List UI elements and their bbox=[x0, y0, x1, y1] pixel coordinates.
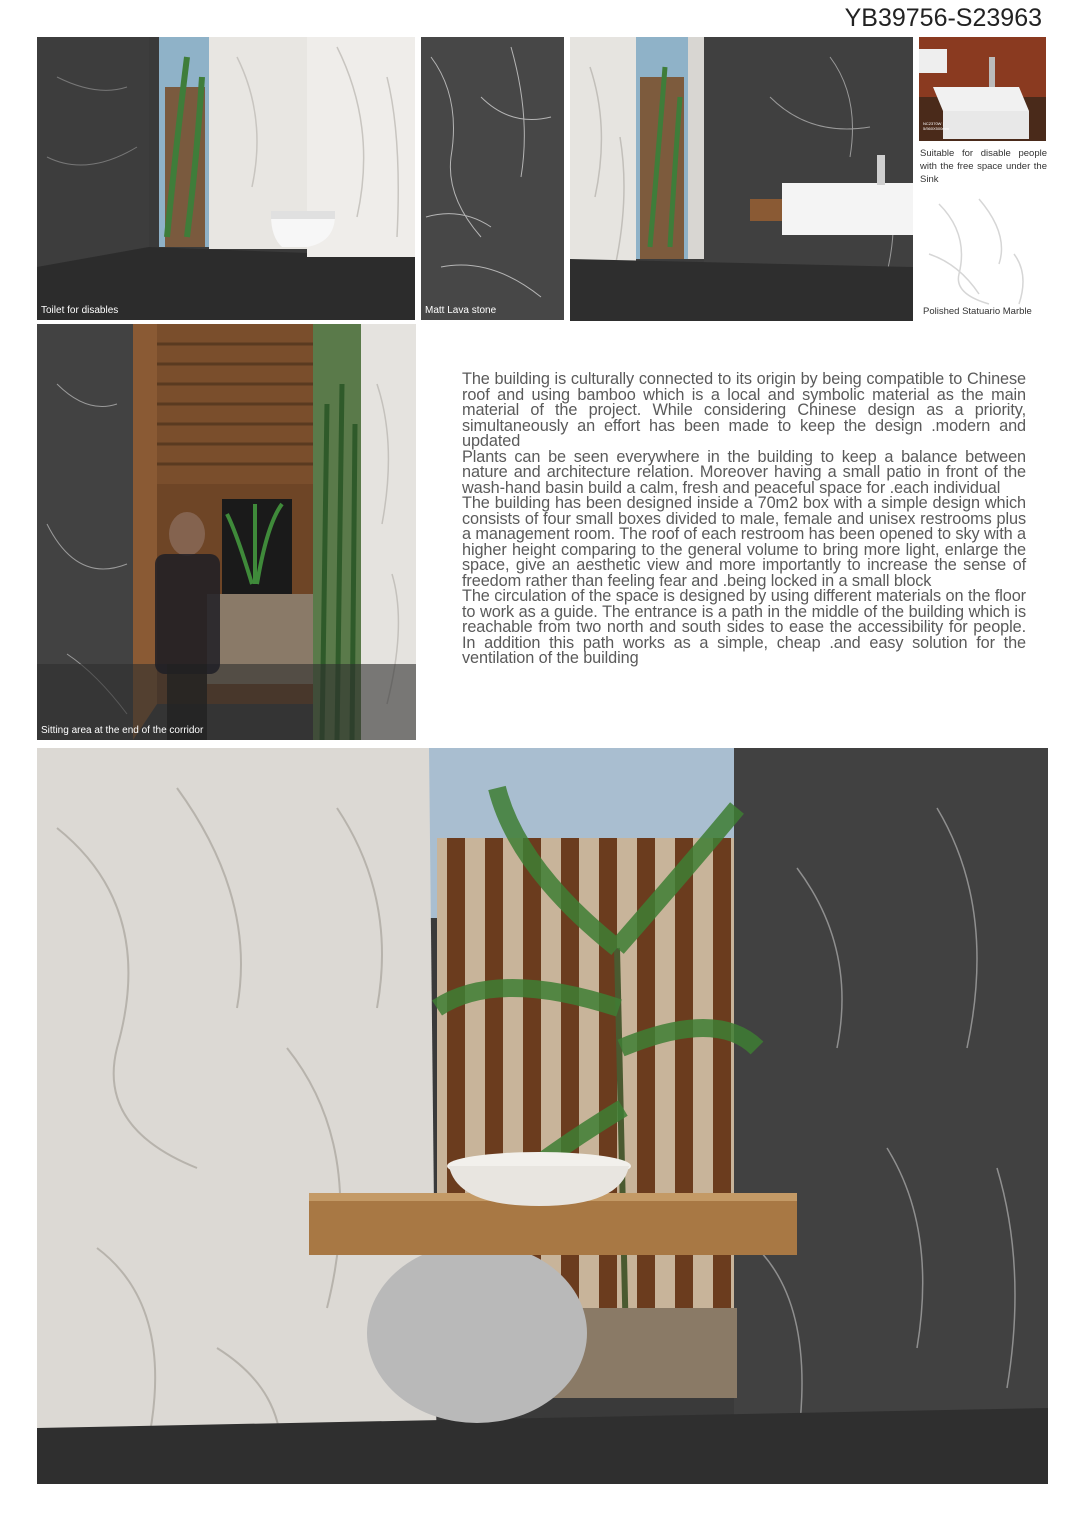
sink-product-caption: Suitable for disable people with the free space under the Sink bbox=[920, 148, 1047, 185]
description-paragraph-4: The circulation of the space is designed by using different materials on the floor to work as a guide. The entrance is a path in the middle of the building which is reachable from two north and south sides to ease the accessibility for people. In addition this path works as a simple, cheap .and easy solution for the ventilation of the building bbox=[462, 587, 1026, 667]
description-paragraph-2: Plants can be seen everywhere in the building to keep a balance between nature and architecture relation. Moreover having a small patio in front of the wash-hand basin build a calm, fresh and peaceful space for .each individual bbox=[462, 447, 1026, 497]
basin-patio-render bbox=[37, 748, 1048, 1484]
marble-caption: Polished Statuario Marble bbox=[923, 306, 1032, 317]
description-paragraph-1: The building is culturally connected to its origin by being compatible to Chinese roof and using bamboo which is a local and symbolic material as the main material of the project. While considering Chinese design as a priority, simultaneously an effort has been made to keep the design .modern and updated bbox=[462, 370, 1026, 450]
corridor-render bbox=[37, 324, 416, 740]
sink-render bbox=[570, 37, 913, 321]
lava-stone-caption: Matt Lava stone bbox=[425, 305, 497, 316]
project-description bbox=[462, 372, 1026, 667]
lava-stone-swatch bbox=[421, 37, 564, 320]
sink-product-photo bbox=[919, 37, 1046, 141]
marble-swatch bbox=[919, 194, 1046, 320]
sink-product-label: NC2370W | 5/560X500mm bbox=[923, 121, 950, 131]
toilet-caption: Toilet for disables bbox=[41, 305, 119, 316]
toilet-render bbox=[37, 37, 415, 320]
description-paragraph-3: The building has been designed inside a 70m2 box with a simple design which consists of four small boxes divided to male, female and unisex restrooms plus a management room. The roof of each restroom has been opened to sky with a higher height comparing to the general volume to bring more light, enlarge the space, give an aesthetic view and more importantly to increase the sense of freedom rather than feeling fear and .being locked in a small block bbox=[462, 494, 1026, 590]
sheet-code: YB39756-S23963 bbox=[844, 4, 1042, 32]
corridor-caption: Sitting area at the end of the corridor bbox=[41, 725, 204, 736]
